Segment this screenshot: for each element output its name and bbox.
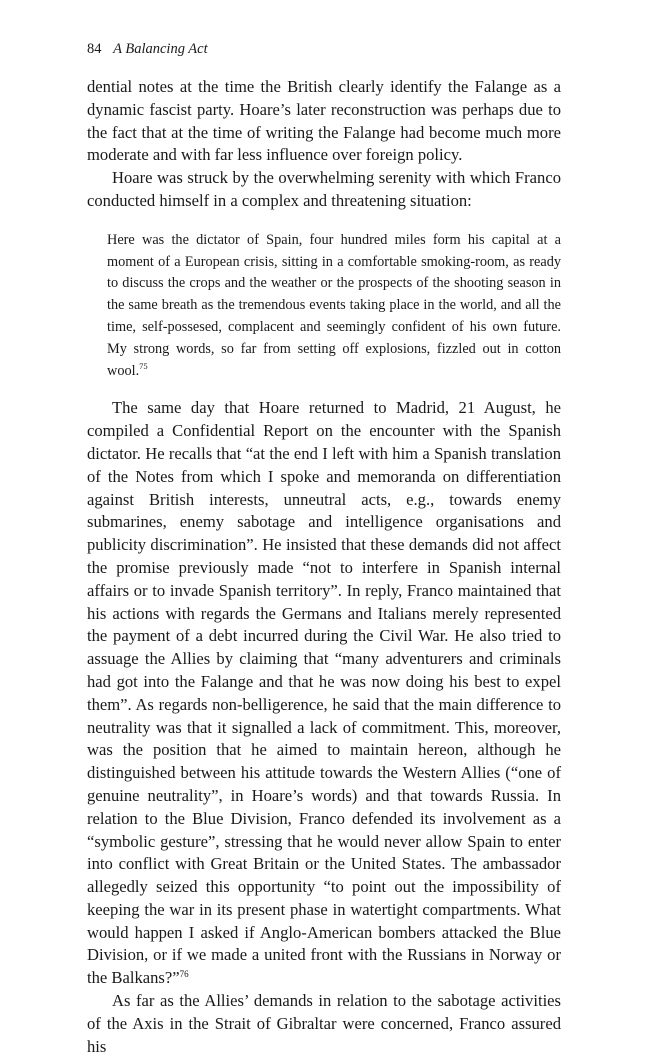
paragraph xyxy=(87,990,561,1058)
paragraph-text: Hoare was struck by the overwhelming serenity with which Franco conducted himself in a complex and threatening situation: xyxy=(87,168,561,210)
footnote-marker[interactable]: 76 xyxy=(179,969,189,980)
paragraph-text: dential notes at the time the British clearly identify the Falange as a dynamic fascist party. Hoare’s later reconstruction was perhaps due to the fact that at the time of writing the Falange had become much more moderate and with far less influence over foreign policy. xyxy=(87,77,561,165)
paragraph-text: As far as the Allies’ demands in relation to the sabotage activities of the Axis in the Strait of Gibraltar were concerned, Franco assured his xyxy=(87,991,561,1056)
footnote-marker[interactable]: 75 xyxy=(139,360,148,371)
book-page xyxy=(87,40,561,1058)
paragraph-text: The same day that Hoare returned to Madrid, 21 August, he compiled a Confidential Report on the encounter with the Spanish dictator. He recalls that “at the end I left with him a Spanish translation of the Notes from which I spoke and memoranda on differentiation against British interests, unneutral acts, e.g., towards enemy submarines, enemy sabotage and intelligence organisations and publicity discrimination”. He insisted that these demands did not affect the promise previously made “not to interfere in Spanish internal affairs or to invade Spanish territory”. In reply, Franco maintained that his actions with regards the Germans and Italians merely represented the payment of a debt incurred during the Civil War. He also tried to assuage the Allies by claiming that “many adventurers and criminals had got into the Falange and that he was now doing his best to expel them”. As regards non-belligerence, he said that the main difference to neutrality was that it signalled a lack of commitment. This, moreover, was the position that he aimed to maintain hereon, although he distinguished between his attitude towards the Western Allies (“one of genuine neutrality”, in Hoare’s words) and that towards Russia. In relation to the Blue Division, Franco defended its involvement as a “symbolic gesture”, stressing that he would never allow Spain to enter into conflict with Great Britain or the United States. The ambassador allegedly seized this opportunity “to point out the impossibility of keeping the war in its present phase in watertight compartments. What would happen I asked if Anglo-American bombers attacked the Blue Division, or if we made a united front with the Russians in Norway or the Balkans?” xyxy=(87,398,561,988)
block-quote xyxy=(107,230,561,383)
running-head xyxy=(87,40,561,58)
paragraph xyxy=(87,397,561,990)
running-title: A Balancing Act xyxy=(113,41,208,57)
page-number: 84 xyxy=(87,41,102,57)
paragraph xyxy=(87,167,561,213)
quote-text: Here was the dictator of Spain, four hundred miles form his capital at a moment of a European crisis, sitting in a comfortable smoking-room, as ready to discuss the crops and the weather or the prospects of the shooting season in the same breath as the tremendous events taking place in the world, and all the time, self-possesed, complacent and seemingly confident of his own future. My strong words, so far from setting off explosions, fizzled out in cotton wool. xyxy=(107,231,561,379)
paragraph-continued xyxy=(87,76,561,167)
